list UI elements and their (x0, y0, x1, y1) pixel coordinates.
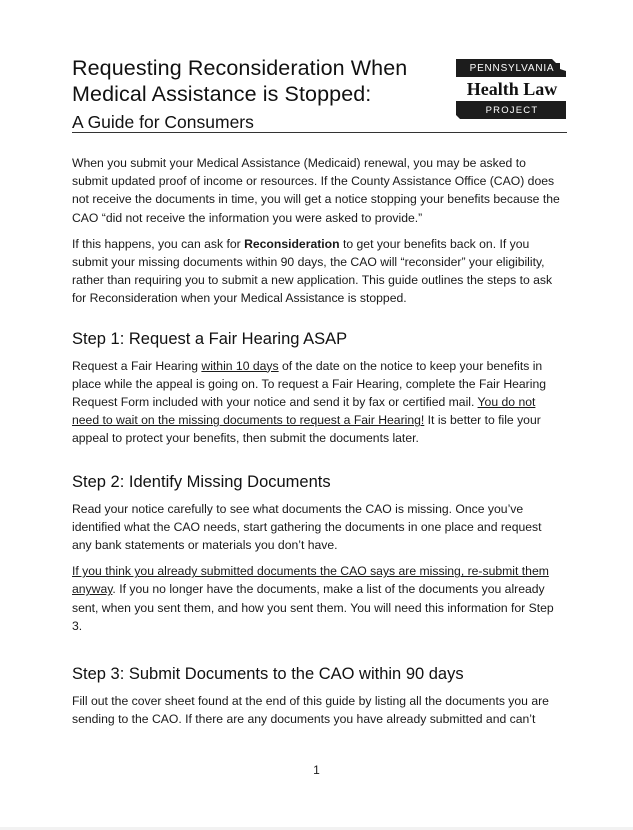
document-subtitle: A Guide for Consumers (72, 112, 254, 132)
intro-text: to get your benefits back on. If you submit your missing documents within 90 days, the CAO will “reconsider” your eligibility, rather than requiring you to submit a new application. This guide outlines the steps to ask for Reconsideration when your Medical Assistance is stopped. (72, 236, 553, 306)
step-3-heading: Step 3: Submit Documents to the CAO within 90 days (72, 665, 464, 684)
pennsylvania-health-law-project-logo (456, 57, 568, 123)
document-title-line-1: Requesting Reconsideration When (72, 56, 408, 80)
step-1-heading: Step 1: Request a Fair Hearing ASAP (72, 329, 348, 348)
logo-text-pennsylvania: PENNSYLVANIA (469, 63, 555, 74)
step-1-paragraph (72, 357, 564, 448)
title-block (72, 55, 407, 134)
logo-text-health-law: Health Law (466, 79, 558, 99)
reconsideration-term: Reconsideration (244, 236, 340, 251)
step-1-emphasis: You do not need to wait on the missing documents to request a Fair Hearing! (72, 395, 536, 428)
step-1-text: of the date on the notice to keep your benefits in place while the appeal is going on. To request a Fair Hearing, complete the Fair Hearing Request Form included with your notice and send it by fax or certified mail. (72, 358, 547, 410)
intro-paragraph-2 (72, 235, 564, 308)
step-1-text: It is better to file your appeal to protect your benefits, then submit the documents later. (72, 413, 541, 446)
document-body (72, 154, 564, 728)
step-2-heading: Step 2: Identify Missing Documents (72, 472, 331, 491)
step-2-paragraph-1: Read your notice carefully to see what documents the CAO is missing. Once you’ve identified what the CAO needs, start gathering the documents in one place and request any bank statements or materials you don’t have. (72, 501, 542, 553)
intro-paragraph-1: When you submit your Medical Assistance (Medicaid) renewal, you may be asked to submit updated proof of income or resources. If the County Assistance Office (CAO) does not receive the documents in time, you will get a notice stopping your benefits because the CAO “did not receive the information you were asked to provide.” (72, 156, 560, 225)
intro-text: If this happens, you can ask for (72, 236, 245, 251)
step-2-text: . If you no longer have the documents, make a list of the documents you already sent, when you sent them, and how you sent them. You will need this information for Step 3. (72, 582, 554, 633)
step-1-text: Request a Fair Hearing (72, 358, 202, 373)
step-2-paragraph-2 (72, 562, 564, 635)
step-1-deadline: within 10 days (201, 358, 279, 373)
logo-text-project: PROJECT (485, 105, 539, 116)
step-2-emphasis: If you think you already submitted documents the CAO says are missing, re-submit them anyway (72, 564, 549, 597)
document-title-line-2: Medical Assistance is Stopped: (72, 82, 372, 106)
document-header (72, 55, 567, 135)
step-3-paragraph: Fill out the cover sheet found at the end of this guide by listing all the documents you are sending to the CAO. If there are any documents you have already submitted and can’t (72, 694, 549, 727)
header-divider (72, 132, 567, 133)
page-number: 1 (313, 763, 320, 777)
